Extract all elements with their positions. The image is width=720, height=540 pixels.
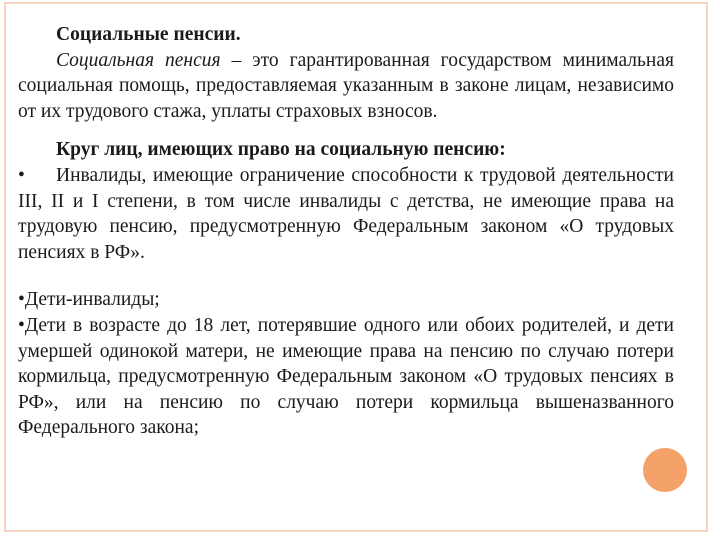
section-title-social-pensions: Социальные пенсии. [56, 24, 241, 45]
list-item-disabled-children: •Дети-инвалиды; [18, 289, 160, 311]
list-item-orphans: •Дети в возрасте до 18 лет, потерявшие одного или обоих родителей, и дети умершей одинокой матери, не имеющие права на пенсию по случаю потери кормильца, предусмотренную Федеральным законом «О трудовых пенсиях в РФ», или на пенсию по случаю потери кормильца вышеназванного Федерального закона; [18, 314, 674, 439]
list-item-text: Инвалиды, имеющие ограничение способности к трудовой деятельности III, II и I степени, в том числе инвалиды с детства, не имеющие права на трудовую пенсию, предусмотренную Федеральным законом «О трудовых пенсиях в РФ». [18, 164, 674, 263]
bullet-icon: • [18, 164, 25, 186]
definition-text: – это гарантированная государством минимальная социальная помощь, предоставляемая указанным в законе лицам, независимо от их трудового стажа, уплаты страховых взносов. [18, 49, 674, 122]
slide-content [18, 22, 674, 441]
decorative-circle [643, 448, 687, 492]
section-title-eligible-persons: Круг лиц, имеющих право на социальную пенсию: [56, 139, 506, 161]
definition-paragraph [18, 48, 674, 125]
list-item-disabled [18, 163, 674, 265]
definition-term: Социальная пенсия [56, 49, 221, 71]
